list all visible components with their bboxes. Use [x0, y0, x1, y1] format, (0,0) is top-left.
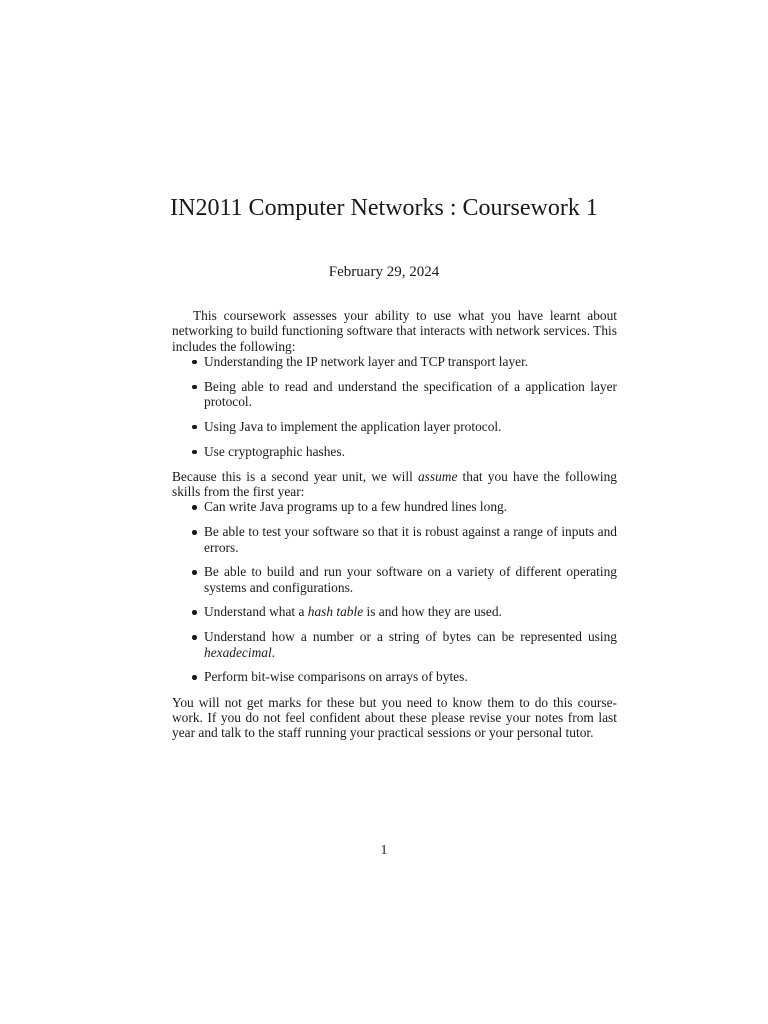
bullet-icon	[192, 505, 197, 510]
objective-text: Use cryptographic hashes.	[204, 443, 345, 459]
page-number: 1	[380, 842, 388, 857]
bullet-icon	[192, 360, 197, 365]
objective-text: Being able to read and understand the specification of a application layer protocol.	[204, 378, 617, 409]
list-item	[172, 379, 617, 410]
bullet-icon	[192, 610, 197, 615]
bullet-icon	[192, 570, 197, 575]
bullet-icon	[192, 385, 197, 390]
assumption-text-end: that you have the following skills from the first year:	[172, 468, 617, 500]
list-item	[172, 499, 617, 514]
assumption-paragraph	[172, 469, 617, 500]
skill-text: Can write Java programs up to a few hundred lines long.	[204, 499, 508, 515]
skill-text	[204, 604, 502, 619]
bullet-icon	[192, 675, 197, 680]
skill-text: Be able to test your software so that it is robust against a range of inputs and errors.	[204, 524, 617, 555]
objective-text: Using Java to implement the application layer protocol.	[204, 418, 502, 434]
list-item	[172, 524, 617, 555]
skill-text-start: Understand how a number or a string of bytes can be represented using	[204, 629, 617, 645]
document-date: February 29, 2024	[328, 264, 440, 280]
skill-text: Be able to build and run your software on a variety of different operating systems and configurations.	[204, 564, 617, 595]
skill-text: Perform bit-wise comparisons on arrays of bytes.	[204, 669, 468, 685]
intro-paragraph: This coursework assesses your ability to use what you have learnt about networking to build functioning software that interacts with network services. This includes the following:	[172, 308, 617, 354]
skills-list	[172, 499, 617, 684]
skill-text-start: Understand what a	[204, 604, 308, 620]
list-item	[172, 629, 617, 660]
list-item	[172, 419, 617, 434]
document-body	[172, 308, 617, 741]
skill-text	[204, 629, 617, 659]
list-item	[172, 604, 617, 619]
document-title: IN2011 Computer Networks : Coursework 1	[170, 195, 598, 221]
assumption-text-start: Because this is a second year unit, we will	[172, 468, 418, 484]
bullet-icon	[192, 635, 197, 640]
objective-text: Understanding the IP network layer and TCP transport layer.	[204, 353, 529, 369]
list-item	[172, 564, 617, 595]
skill-emphasis: hash table	[307, 604, 364, 620]
closing-paragraph: You will not get marks for these but you need to know them to do this course-work. If you do not feel confident about these please revise your notes from last year and talk to the staff running your practical sessions or your personal tutor.	[172, 694, 617, 741]
bullet-icon	[192, 530, 197, 535]
bullet-icon	[192, 425, 197, 430]
bullet-icon	[192, 450, 197, 455]
skill-text-end: is and how they are used.	[363, 604, 502, 620]
objectives-list	[172, 354, 617, 459]
skill-text-end: .	[271, 644, 276, 660]
skill-emphasis: hexadecimal	[204, 644, 272, 660]
assumption-emphasis: assume	[417, 468, 458, 484]
list-item	[172, 354, 617, 369]
list-item	[172, 444, 617, 459]
list-item	[172, 669, 617, 684]
